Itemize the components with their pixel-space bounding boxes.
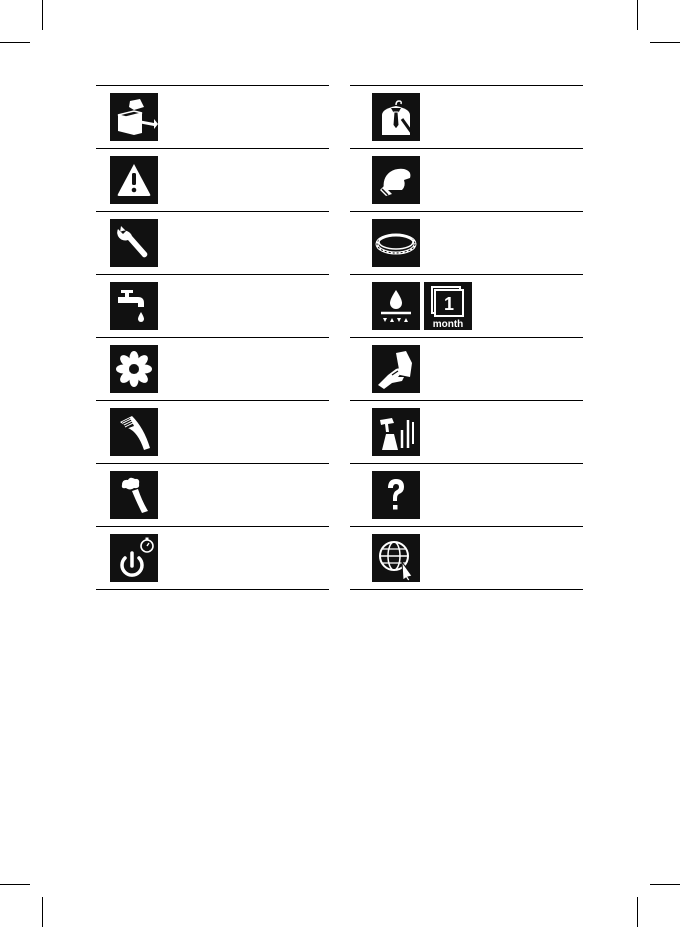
symbol-row-descaling [350, 275, 583, 338]
symbol-row-shirt-hanger [350, 86, 583, 149]
crop-mark-top-left-v [42, 0, 43, 30]
crop-mark-bottom-left-h [0, 884, 30, 885]
crop-mark-top-right-h [650, 42, 680, 43]
symbol-row-oven-glove [350, 149, 583, 212]
shirt-hanger-icon [372, 93, 420, 141]
symbol-row-warning [96, 149, 329, 212]
website-globe-icon [372, 534, 420, 582]
symbol-row-help [350, 464, 583, 527]
symbol-row-unpacking [96, 86, 329, 149]
calendar-day-label: 1 [443, 294, 455, 314]
crop-mark-bottom-left-v [42, 897, 43, 927]
symbol-row-steam-nozzle [96, 464, 329, 527]
crop-mark-top-left-h [0, 42, 30, 43]
right-symbol-column [350, 85, 583, 590]
symbol-row-brush-tool [96, 401, 329, 464]
symbol-row-power-timer [96, 527, 329, 590]
water-tap-icon [110, 282, 158, 330]
symbol-row-flower [96, 338, 329, 401]
crop-mark-bottom-right-h [650, 884, 680, 885]
wrench-icon [110, 219, 158, 267]
crop-mark-top-right-v [637, 0, 638, 30]
calendar-unit-label: month [432, 319, 464, 330]
left-symbol-column [96, 85, 329, 590]
power-timer-icon [110, 534, 158, 582]
symbol-row-wrench [96, 212, 329, 275]
garment-accessories-icon [372, 408, 420, 456]
steam-nozzle-icon [110, 471, 158, 519]
hand-cloth-icon [372, 345, 420, 393]
symbol-row-website [350, 527, 583, 590]
brush-tool-icon [110, 408, 158, 456]
symbol-row-water-tap [96, 275, 329, 338]
calendar-month-icon [424, 282, 472, 330]
warning-icon [110, 156, 158, 204]
cable-coil-icon [372, 219, 420, 267]
crop-mark-bottom-right-v [637, 897, 638, 927]
flower-icon [110, 345, 158, 393]
oven-glove-icon [372, 156, 420, 204]
descaling-drop-icon [372, 282, 420, 330]
unpacking-box-icon [110, 93, 158, 141]
symbol-row-hand-cloth [350, 338, 583, 401]
question-icon [372, 471, 420, 519]
symbol-row-cable-coil [350, 212, 583, 275]
symbol-row-garment-accessories [350, 401, 583, 464]
